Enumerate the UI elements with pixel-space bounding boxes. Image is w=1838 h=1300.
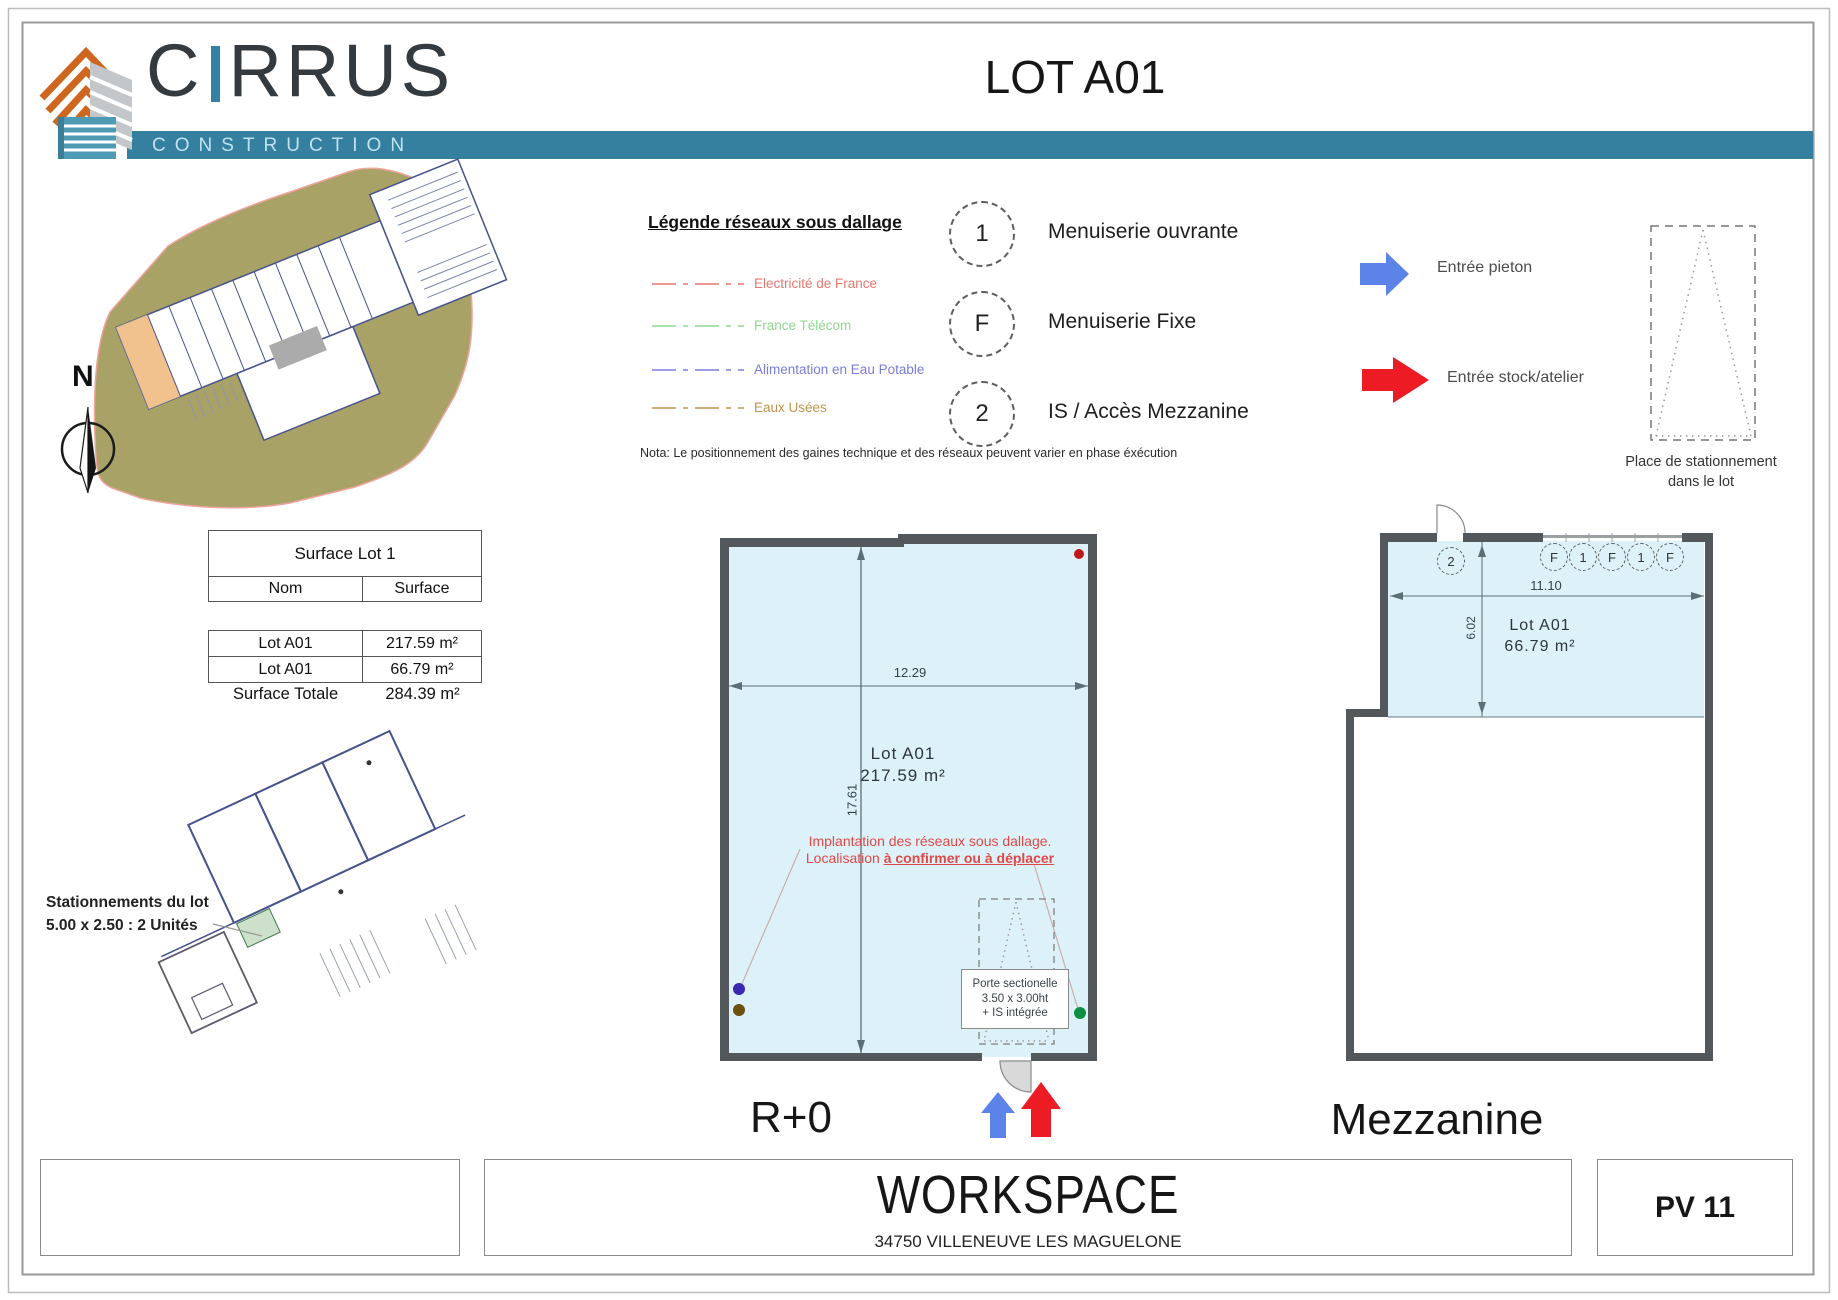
- brand-letter-c: C: [146, 29, 204, 112]
- cell-lot-nom: Lot A01: [209, 657, 363, 682]
- logo-i-bar: [211, 46, 220, 102]
- network-marker-blue: [733, 983, 745, 995]
- mezzanine-width-dimension: 11.10: [1530, 578, 1562, 593]
- parking-legend-label-line2: dans le lot: [1667, 474, 1735, 490]
- r0-floor-name: R+0: [750, 1093, 832, 1142]
- column-header-surface: Surface: [394, 580, 450, 597]
- menuiserie-ouvrante-symbol: [949, 201, 1015, 267]
- cirrus-logo-icon: [42, 52, 132, 159]
- dash-line-icon: [652, 280, 744, 288]
- r0-lot-area: 217.59 m²: [860, 766, 946, 785]
- title-block-project-box: [484, 1159, 1572, 1256]
- stock-entry-label: Entrée stock/atelier: [1447, 369, 1584, 386]
- project-name: WORKSPACE: [876, 1164, 1180, 1225]
- symbol-text: F: [1666, 549, 1674, 565]
- dash-line-icon: [652, 404, 744, 412]
- parking-legend-label-line1: Place de stationnement: [1625, 454, 1777, 470]
- page-title: LOT A01: [984, 51, 1166, 103]
- symbol-1: 1: [975, 220, 989, 247]
- legend-item-telecom: [652, 318, 851, 333]
- site-plan-overview: [95, 159, 529, 508]
- mezzanine-floor-name: Mezzanine: [1330, 1095, 1544, 1144]
- cell-lot-nom: Lot A01: [209, 631, 363, 656]
- lot-parking-note-line1: Stationnements du lot: [46, 894, 209, 911]
- note-prefix: Localisation: [805, 850, 884, 866]
- pedestrian-entry-label: Entrée pieton: [1437, 259, 1533, 276]
- symbol-text: F: [1550, 549, 1558, 565]
- mezzanine-symbol-2: [1437, 547, 1465, 575]
- mezzanine-symbol-f3: [1656, 543, 1684, 571]
- symbol-text: 1: [1579, 549, 1587, 565]
- symbol-text: F: [1608, 549, 1616, 565]
- mezzanine-door-swing: [1437, 505, 1465, 533]
- mezzanine-symbol-1b: [1627, 543, 1655, 571]
- network-marker-brown: [733, 1004, 745, 1016]
- surface-table-title: Surface Lot 1: [294, 543, 396, 563]
- sectional-door-callout: [961, 969, 1069, 1029]
- total-label: Surface Totale: [232, 685, 339, 703]
- nota-text: Nota: Le positionnement des gaines technique et des réseaux peuvent varier en phase éxécution: [640, 446, 1178, 460]
- brand-letters-rrus: RRUS: [228, 29, 455, 112]
- dash-line-icon: [652, 366, 744, 374]
- legend-item-label: Eaux Usées: [754, 400, 827, 415]
- mezzanine-symbol-1a: [1569, 543, 1597, 571]
- mezzanine-lot-area: 66.79 m²: [1504, 638, 1576, 655]
- total-value: 284.39 m²: [385, 685, 460, 703]
- dash-line-icon: [652, 322, 744, 330]
- mezzanine-symbol-f2: [1598, 543, 1626, 571]
- door-label-line1: Porte sectionelle: [972, 977, 1058, 990]
- mezzanine-lot-name: Lot A01: [1509, 617, 1571, 634]
- symbol-text: 2: [1447, 553, 1455, 569]
- parking-space-symbol: [1651, 226, 1755, 440]
- legend-item-eau-potable: [652, 362, 924, 377]
- entrance-door-swing: [1000, 1061, 1031, 1092]
- mezzanine-symbol-f1: [1540, 543, 1568, 571]
- pedestrian-entry-arrow-plan: [981, 1092, 1015, 1138]
- column-header-nom: Nom: [209, 577, 363, 601]
- network-marker-red: [1074, 549, 1084, 559]
- r0-lot-name: Lot A01: [870, 744, 936, 763]
- sheet-number: PV 11: [1654, 1190, 1736, 1224]
- title-block-sheet-box: [1597, 1159, 1793, 1256]
- legend-item-edf: [652, 276, 877, 291]
- door-label-line2: 3.50 x 3.00ht: [981, 992, 1049, 1005]
- table-row: [209, 657, 481, 682]
- network-marker-green: [1074, 1007, 1086, 1019]
- door-label-line3: + IS intégrée: [982, 1007, 1048, 1020]
- surface-total-row: [208, 685, 482, 704]
- is-acces-mezzanine-symbol: [949, 381, 1015, 447]
- pedestrian-entry-arrow-icon: [1360, 252, 1409, 296]
- symbol-text: 1: [1637, 549, 1645, 565]
- network-note-line1: Implantation des réseaux sous dallage.: [808, 833, 1052, 849]
- cell-lot-surface: 217.59 m²: [385, 634, 458, 652]
- legend-item-eaux-usees: [652, 400, 827, 415]
- symbol-f: F: [974, 310, 990, 337]
- project-address: 34750 VILLENEUVE LES MAGUELONE: [874, 1231, 1182, 1251]
- north-label: N: [72, 360, 94, 393]
- surface-table-body: [208, 630, 482, 683]
- menuiserie-fixe-label: Menuiserie Fixe: [1048, 310, 1197, 333]
- symbol-2: 2: [975, 400, 989, 427]
- network-note-line2: [806, 850, 1054, 866]
- cell-lot-surface: 66.79 m²: [390, 660, 454, 678]
- menuiserie-ouvrante-label: Menuiserie ouvrante: [1048, 220, 1239, 243]
- r0-height-dimension: 17.61: [844, 783, 860, 817]
- brand-wordmark: [146, 28, 454, 113]
- mezzanine-height-dimension: 6.02: [1464, 616, 1478, 640]
- legend-item-label: Alimentation en Eau Potable: [754, 362, 925, 377]
- legend-item-label: France Télécom: [754, 318, 852, 333]
- menuiserie-fixe-symbol: [949, 291, 1015, 357]
- legend-item-label: Electricité de France: [754, 276, 878, 291]
- title-block-empty-box: [40, 1159, 460, 1256]
- table-row: [209, 631, 481, 657]
- brand-subtitle: CONSTRUCTION: [152, 135, 414, 156]
- r0-width-dimension: 12.29: [893, 665, 927, 680]
- stock-entry-arrow-icon: [1362, 357, 1429, 403]
- note-emphasis: à confirmer ou à déplacer: [883, 850, 1055, 866]
- is-acces-mezzanine-label: IS / Accès Mezzanine: [1048, 400, 1249, 423]
- lot-parking-note-line2: 5.00 x 2.50 : 2 Unités: [46, 917, 198, 934]
- networks-legend-title: Légende réseaux sous dallage: [648, 212, 902, 232]
- surface-table-header: [208, 530, 482, 602]
